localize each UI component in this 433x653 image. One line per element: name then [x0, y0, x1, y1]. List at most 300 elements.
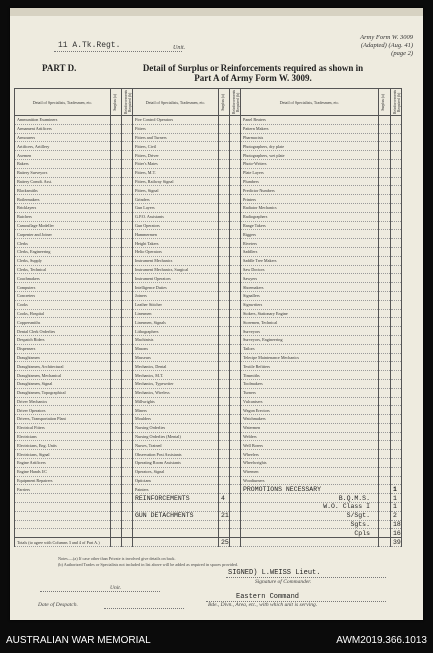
table-row: [15, 186, 402, 195]
reinforcement-cell: [391, 195, 402, 204]
surplus-cell: [219, 441, 230, 450]
reinforcement-cell: [230, 142, 241, 151]
table-row: [15, 195, 402, 204]
typed-entry: GUN DETACHMENTS: [135, 512, 194, 520]
table-header: [15, 89, 402, 116]
table-row: [15, 476, 402, 485]
reinforcement-cell: [122, 274, 133, 283]
surplus-cell: [219, 476, 230, 485]
reinforcement-cell: [230, 274, 241, 283]
reinforcement-cell: [122, 203, 133, 212]
specialist-cell: Draughtsmen, Architectural: [15, 362, 111, 371]
specialist-cell: Clerks, Engineering: [15, 247, 111, 256]
specialist-cell: Instrument Operators: [133, 274, 219, 283]
typed-cell: [122, 494, 133, 503]
specialist-cell: Linesmen: [133, 309, 219, 318]
reinforcement-cell: [391, 221, 402, 230]
reinforcement-cell: [122, 124, 133, 133]
table-row: [15, 397, 402, 406]
specialist-cell: Camouflage Modeller: [15, 221, 111, 230]
typed-entry: W.O. Class I: [323, 503, 370, 511]
archive-footer: [0, 627, 433, 653]
typed-cell: [111, 511, 122, 520]
table-row: [15, 335, 402, 344]
reinforcement-cell: [230, 265, 241, 274]
surplus-cell: [111, 256, 122, 265]
specialist-cell: Fitters and Turners: [133, 133, 219, 142]
signature-caption: Signature of Commander.: [255, 579, 312, 585]
surplus-cell: [219, 283, 230, 292]
reinforcement-cell: [122, 247, 133, 256]
surplus-cell: [111, 133, 122, 142]
reinforcement-cell: [230, 283, 241, 292]
typed-cell: [379, 529, 391, 538]
surplus-cell: [379, 133, 391, 142]
specialist-cell: Engine Hands I/C: [15, 467, 111, 476]
typed-cell: [241, 503, 379, 512]
surplus-cell: [219, 239, 230, 248]
typed-cell: [379, 520, 391, 529]
reinforcement-cell: [122, 335, 133, 344]
surplus-cell: [219, 177, 230, 186]
specialist-cell: Tinsmiths: [241, 371, 379, 380]
reinforcement-cell: [230, 256, 241, 265]
reinforcement-cell: [391, 371, 402, 380]
reinforcement-cell: [230, 476, 241, 485]
specialist-cell: Electricians: [15, 432, 111, 441]
col1-surplus-label: Surplus (a): [113, 93, 117, 111]
reinforcement-cell: [391, 388, 402, 397]
specialist-cell: Saw Doctors: [241, 265, 379, 274]
typed-cell: [133, 520, 219, 529]
surplus-cell: [219, 291, 230, 300]
surplus-cell: [219, 256, 230, 265]
typed-cell: [133, 511, 219, 520]
specialist-cell: Armament Artificers: [15, 124, 111, 133]
specialist-cell: Draughtsmen, Mechanical: [15, 371, 111, 380]
surplus-cell: [379, 151, 391, 160]
specialist-cell: Pattern Makers: [241, 124, 379, 133]
date-of-despatch-label: Date of Despatch.: [38, 602, 78, 608]
specialist-cell: Fitters, Signal: [133, 186, 219, 195]
surplus-cell: [379, 327, 391, 336]
reinforcement-cell: [122, 459, 133, 468]
surplus-cell: [111, 151, 122, 160]
typed-cell: [391, 529, 402, 538]
specialist-cell: Toolmakers: [241, 379, 379, 388]
surplus-cell: [219, 151, 230, 160]
totals-cell: Totals (to agree with Columns 3 and 4 of Part A.): [15, 538, 111, 547]
specialist-cell: Blacksmiths: [15, 186, 111, 195]
col2-surplus-header: [219, 89, 230, 116]
specialist-cell: Shoemakers: [241, 283, 379, 292]
title-line1: Detail of Surplus or Reinforcements required as shown in: [142, 63, 364, 73]
unit-label: Unit.: [173, 45, 186, 51]
specialist-cell: Woodturners: [241, 476, 379, 485]
reinforcement-cell: [230, 212, 241, 221]
table-row: [15, 274, 402, 283]
specialist-cell: Fitter's Mates: [133, 159, 219, 168]
surplus-cell: [111, 142, 122, 151]
surplus-cell: [219, 397, 230, 406]
surplus-cell: [111, 397, 122, 406]
surplus-cell: [379, 406, 391, 415]
reinforcement-cell: [391, 116, 402, 125]
typed-cell: [391, 494, 402, 503]
reinforcement-cell: [230, 388, 241, 397]
surplus-cell: [219, 230, 230, 239]
specialist-cell: Dispensers: [15, 344, 111, 353]
surplus-cell: [219, 142, 230, 151]
surplus-cell: [379, 203, 391, 212]
surplus-cell: [379, 318, 391, 327]
typed-cell: [241, 520, 379, 529]
specialist-cell: Machinists: [133, 335, 219, 344]
table-row: [15, 379, 402, 388]
reinforcement-cell: [230, 230, 241, 239]
specialist-cell: Photographers, wet plate: [241, 151, 379, 160]
surplus-cell: [219, 423, 230, 432]
surplus-cell: [219, 432, 230, 441]
typed-entry: 1: [393, 485, 397, 493]
specialist-cell: Drivers, Transportation Plant: [15, 415, 111, 424]
reinforcement-cell: [391, 485, 402, 494]
typed-cell: [111, 503, 122, 512]
table-row: [15, 177, 402, 186]
reinforcement-cell: [122, 467, 133, 476]
reinforcement-cell: [230, 309, 241, 318]
reinforcement-cell: [230, 379, 241, 388]
reinforcement-cell: [230, 344, 241, 353]
col2-reinf-header: [230, 89, 241, 116]
reinforcement-cell: [122, 423, 133, 432]
surplus-cell: [379, 265, 391, 274]
reinforcement-cell: [122, 450, 133, 459]
reinforcement-cell: [122, 327, 133, 336]
surplus-cell: [219, 274, 230, 283]
surplus-cell: [219, 133, 230, 142]
reinforcement-cell: [391, 335, 402, 344]
totals-cell: [391, 538, 402, 547]
table-row: [15, 265, 402, 274]
specialist-cell: Riggers: [241, 230, 379, 239]
reinforcement-cell: [391, 309, 402, 318]
surplus-cell: [379, 283, 391, 292]
surplus-cell: [379, 212, 391, 221]
surplus-cell: [111, 116, 122, 125]
table-row: [15, 371, 402, 380]
reinforcement-cell: [391, 432, 402, 441]
surplus-cell: [379, 397, 391, 406]
surplus-cell: [111, 459, 122, 468]
table-row: [15, 142, 402, 151]
surplus-cell: [111, 239, 122, 248]
typed-cell: [219, 494, 230, 503]
typed-entry: S/Sgt.: [346, 512, 370, 520]
command-value: Eastern Command: [236, 593, 300, 601]
specialist-cell: Electricians, Signal: [15, 450, 111, 459]
reinforcement-cell: [391, 133, 402, 142]
specialist-cell: Panel Beaters: [241, 116, 379, 125]
surplus-cell: [219, 212, 230, 221]
specialist-cell: Wiremen: [241, 467, 379, 476]
surplus-cell: [111, 344, 122, 353]
totals-cell: [230, 538, 241, 547]
typed-cell: [111, 529, 122, 538]
col3-reinf-label: Reinforcements Required (b): [393, 89, 401, 115]
reinforcement-cell: [230, 177, 241, 186]
table-row: [15, 450, 402, 459]
surplus-cell: [219, 309, 230, 318]
typed-cell: [379, 511, 391, 520]
reinforcement-cell: [122, 212, 133, 221]
surplus-cell: [379, 256, 391, 265]
table-row: [15, 485, 402, 494]
specialist-cell: Fire Control Operators: [133, 116, 219, 125]
surplus-cell: [111, 309, 122, 318]
surplus-cell: [379, 459, 391, 468]
typed-cell: [230, 511, 241, 520]
surplus-cell: [219, 485, 230, 494]
specialist-cell: Surveyors, Engineering: [241, 335, 379, 344]
specialist-cell: G.P.O. Assistants: [133, 212, 219, 221]
reinforcement-cell: [391, 344, 402, 353]
typed-row: [15, 529, 402, 538]
reinforcement-cell: [391, 274, 402, 283]
surplus-cell: [379, 195, 391, 204]
reinforcement-cell: [122, 256, 133, 265]
unit-line: [54, 51, 182, 52]
typed-cell: [122, 520, 133, 529]
unit-dotted-line: [40, 591, 160, 592]
specialist-cell: Instrument Mechanics, Surgical: [133, 265, 219, 274]
specialist-cell: Fitters, M.T.: [133, 168, 219, 177]
specialist-cell: Bakers: [15, 159, 111, 168]
reinforcement-cell: [391, 159, 402, 168]
surplus-cell: [111, 388, 122, 397]
surplus-cell: [111, 335, 122, 344]
reinforcement-cell: [122, 159, 133, 168]
specialist-cell: Mechanics, Typewriter: [133, 379, 219, 388]
surplus-cell: [379, 159, 391, 168]
surplus-cell: [379, 177, 391, 186]
table-row: [15, 230, 402, 239]
typed-cell: [15, 511, 111, 520]
surplus-cell: [219, 335, 230, 344]
reinforcement-cell: [230, 467, 241, 476]
surplus-cell: [111, 221, 122, 230]
specialist-cell: Plumbers: [241, 177, 379, 186]
reinforcement-cell: [391, 318, 402, 327]
table-row: [15, 300, 402, 309]
reinforcement-cell: [122, 353, 133, 362]
specialist-cell: Axemen: [15, 151, 111, 160]
surplus-cell: [111, 379, 122, 388]
reinforcement-cell: [391, 203, 402, 212]
specialist-cell: Radiographers: [241, 212, 379, 221]
typed-cell: [391, 503, 402, 512]
totals-cell: [379, 538, 391, 547]
typed-cell: [230, 520, 241, 529]
reinforcement-cell: [391, 256, 402, 265]
table-row: [15, 124, 402, 133]
specialist-cell: Tailors: [241, 344, 379, 353]
specialist-cell: Nursing Orderlies (Mental): [133, 432, 219, 441]
surplus-cell: [379, 168, 391, 177]
specialist-cell: [241, 485, 379, 494]
form-adapted: (Adapted) (Aug. 41): [360, 42, 413, 49]
table-row: [15, 203, 402, 212]
specialist-cell: Battery Comdt. Asst.: [15, 177, 111, 186]
typed-cell: [15, 529, 111, 538]
table-row: [15, 432, 402, 441]
specialist-cell: Despatch Riders: [15, 335, 111, 344]
typed-cell: [230, 494, 241, 503]
surplus-cell: [111, 247, 122, 256]
table-row: [15, 309, 402, 318]
total-col3: 39: [393, 538, 401, 546]
table-row: [15, 256, 402, 265]
specialist-cell: Operators, Signal: [133, 467, 219, 476]
surplus-cell: [379, 476, 391, 485]
typed-entry: 1: [393, 503, 397, 511]
reinforcement-cell: [230, 415, 241, 424]
reinforcement-cell: [122, 168, 133, 177]
specialist-cell: Hammermen: [133, 230, 219, 239]
surplus-cell: [111, 168, 122, 177]
surplus-cell: [379, 186, 391, 195]
surplus-cell: [111, 212, 122, 221]
specialist-cell: Wheelwrights: [241, 459, 379, 468]
table-row: [15, 159, 402, 168]
reinforcement-cell: [230, 159, 241, 168]
reinforcement-cell: [230, 247, 241, 256]
paper-top-edge: [10, 8, 423, 16]
specialist-cell: Printers: [241, 195, 379, 204]
specialist-cell: Concreters: [15, 291, 111, 300]
reinforcement-cell: [391, 142, 402, 151]
table-row: [15, 388, 402, 397]
reinforcement-cell: [122, 133, 133, 142]
reinforcement-cell: [230, 353, 241, 362]
reinforcement-cell: [122, 300, 133, 309]
specialist-cell: Draughtsmen, Topographical: [15, 388, 111, 397]
surplus-cell: [379, 247, 391, 256]
typed-entry: 2: [393, 512, 397, 520]
reinforcement-cell: [230, 221, 241, 230]
typed-cell: [219, 503, 230, 512]
col2-surplus-label: Surplus (a): [221, 93, 225, 111]
reinforcement-cell: [230, 441, 241, 450]
specialist-cell: Millwrights: [133, 397, 219, 406]
reinforcement-cell: [122, 318, 133, 327]
specialist-cell: Sawyers: [241, 274, 379, 283]
surplus-cell: [111, 353, 122, 362]
typed-cell: [133, 529, 219, 538]
table-row: [15, 459, 402, 468]
surplus-cell: [379, 371, 391, 380]
typed-entry: B.Q.M.S.: [338, 494, 370, 502]
specialist-cell: Boilermakers: [15, 195, 111, 204]
reinforcement-cell: [230, 239, 241, 248]
reinforcement-cell: [391, 397, 402, 406]
surplus-cell: [111, 283, 122, 292]
typed-cell: [391, 520, 402, 529]
typed-cell: [241, 529, 379, 538]
surplus-cell: [219, 467, 230, 476]
reinforcement-cell: [391, 283, 402, 292]
surplus-cell: [379, 485, 391, 494]
col3-surplus-label: Surplus (a): [381, 93, 385, 111]
typed-cell: [15, 503, 111, 512]
typed-cell: [133, 494, 219, 503]
surplus-cell: [219, 186, 230, 195]
typed-cell: [241, 494, 379, 503]
typed-entry: 1: [393, 494, 397, 502]
table-row: [15, 467, 402, 476]
specialist-cell: Welders: [241, 432, 379, 441]
specialist-cell: Clerks: [15, 239, 111, 248]
specialist-cell: Bricklayers: [15, 203, 111, 212]
typed-cell: [241, 511, 379, 520]
col3-surplus-header: [379, 89, 391, 116]
typed-cell: [122, 529, 133, 538]
signed-line: SIGNED) L.WEISS Lieut.: [228, 569, 321, 577]
specialists-table: [14, 88, 402, 547]
typed-row: [15, 520, 402, 529]
col1-surplus-header: [111, 89, 122, 116]
specialist-cell: Watchmakers: [241, 415, 379, 424]
reinforcement-cell: [230, 318, 241, 327]
specialist-cell: Farriers: [15, 485, 111, 494]
reinforcement-cell: [230, 133, 241, 142]
specialist-cell: Butchers: [15, 212, 111, 221]
typed-cell: [219, 520, 230, 529]
total-col2: 25: [221, 538, 229, 546]
surplus-cell: [379, 239, 391, 248]
specialist-cell: Nursing Orderlies: [133, 423, 219, 432]
reinforcement-cell: [230, 432, 241, 441]
reinforcement-cell: [122, 441, 133, 450]
typed-cell: [15, 520, 111, 529]
surplus-cell: [111, 423, 122, 432]
specialist-cell: Helio Operators: [133, 247, 219, 256]
reinforcement-cell: [122, 397, 133, 406]
specialist-cell: Height Takers: [133, 239, 219, 248]
reinforcement-cell: [391, 168, 402, 177]
specialist-cell: Leather Stitcher: [133, 300, 219, 309]
col1-reinf-label: Reinforcements Required (b): [124, 89, 132, 115]
specialist-cell: Fitters: [133, 124, 219, 133]
typed-cell: [379, 503, 391, 512]
reinforcement-cell: [122, 309, 133, 318]
reinforcement-cell: [122, 151, 133, 160]
reinforcement-cell: [230, 186, 241, 195]
unit-caption: Unit.: [110, 585, 122, 591]
typed-cell: [230, 529, 241, 538]
reinforcement-cell: [391, 239, 402, 248]
surplus-cell: [111, 177, 122, 186]
reinforcement-cell: [122, 432, 133, 441]
reinforcement-cell: [230, 362, 241, 371]
reinforcement-cell: [230, 203, 241, 212]
reinforcement-cell: [122, 476, 133, 485]
surplus-cell: [219, 265, 230, 274]
specialist-cell: Operating Room Assistants: [133, 459, 219, 468]
specialist-cell: Surveyors: [241, 327, 379, 336]
specialist-cell: Joiners: [133, 291, 219, 300]
form-page: (page 2): [391, 50, 413, 57]
